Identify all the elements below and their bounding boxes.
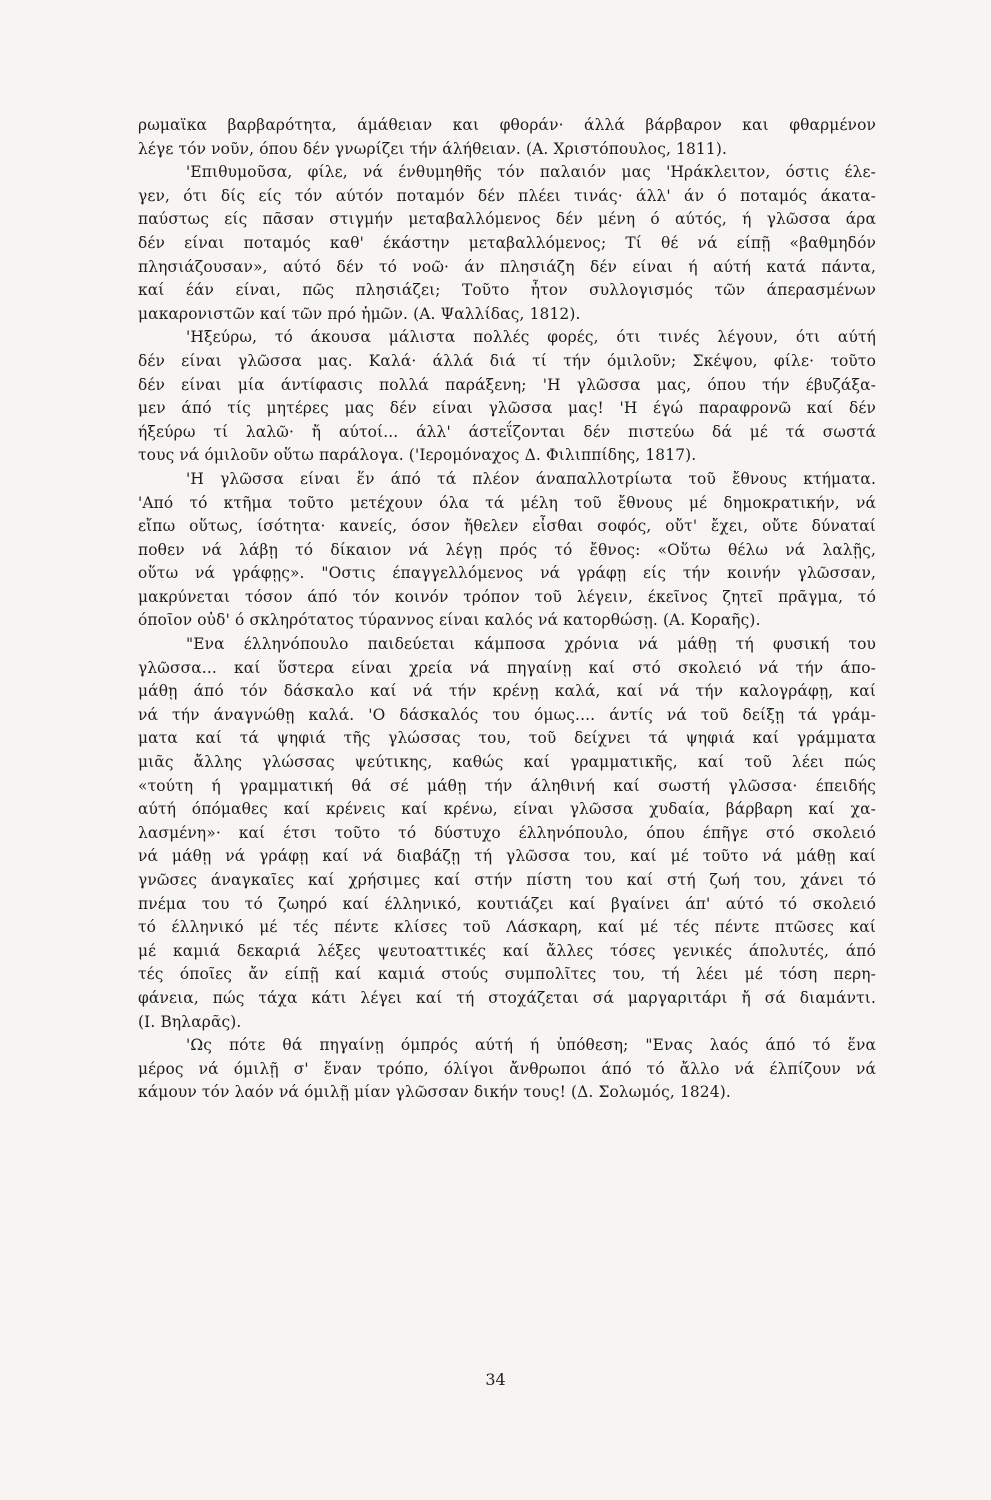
text-line: τους νά όμιλοῦν οὕτω παράλογα. ('Ιερομόναχος Δ. Φιλιππίδης, 1817). — [138, 446, 697, 465]
text-line: 'Ηξεύρω, τό άκουσα μάλιστα πολλές φορές, ότι τινές λέγουν, ότι αύτή — [186, 328, 876, 347]
text-line: ήξεύρω τί λαλῶ· ἤ αύτοί... άλλ' άστεΐζονται δέν πιστεύω δά μέ τά σωστά — [138, 422, 876, 441]
text-line: γνῶσες άναγκαῖες καί χρήσιμες καί στήν πίστη του καί στή ζωή του, χάνει τό — [138, 871, 876, 889]
text-line: μέ καμιά δεκαριά λέξες ψευτοαττικές καί ἄλλες τόσες γενικές άπολυτές, άπό — [138, 941, 876, 960]
text-line: 'Από τό κτῆμα τοῦτο μετέχουν όλα τά μέλη τοῦ ἔθνους μέ δημοκρατικήν, νά — [138, 493, 876, 512]
text-line: όποῖον οὐδ' ό σκληρότατος τύραννος είναι καλός νά κατορθώσῃ. (Α. Κοραῆς). — [138, 611, 761, 630]
text-line: ρωμαϊκα βαρβαρότητα, άμάθειαν και φθοράν· άλλά βάρβαρον και φθαρμένον — [138, 116, 876, 134]
text-line: δέν είναι ποταμός καθ' έκάστην μεταβαλλόμενος; Τί θέ νά είπῇ «βαθμηδόν — [138, 233, 876, 252]
text-line: δέν είναι μία άντίφασις πολλά παράξενη; 'Η γλῶσσα μας, όπου τήν έβυζάξα- — [138, 375, 876, 394]
text-line: κάμουν τόν λαόν νά όμιλῇ μίαν γλῶσσαν δικήν τους! (Δ. Σολωμός, 1824). — [138, 1083, 731, 1102]
text-line: τό έλληνικό μέ τές πέντε κλίσες τοῦ Λάσκαρη, καί μέ τές πέντε πτῶσες καί — [138, 918, 876, 937]
text-line: μεν άπό τίς μητέρες μας δέν είναι γλῶσσα μας! 'Η έγώ παραφρονῶ καί δέν — [138, 399, 876, 418]
text-line: καί έάν είναι, πῶς πλησιάζει; Τοῦτο ἦτον συλλογισμός τῶν άπερασμένων — [138, 281, 876, 300]
text-line: πνέμα του τό ζωηρό καί έλληνικό, κουτιάζει καί βγαίνει άπ' αύτό τό σκολειό — [138, 894, 876, 913]
text-line: μιᾶς ἄλλης γλώσσας ψεύτικης, καθώς καί γραμματικῆς, καί τοῦ λέει πώς — [138, 753, 876, 772]
text-line: φάνεια, πώς τάχα κάτι λέγει καί τή στοχάζεται σά μαργαριτάρι ἤ σά διαμάντι. — [138, 988, 876, 1007]
text-line: ματα καί τά ψηφιά τῆς γλώσσας του, τοῦ δείχνει τά ψηφιά καί γράμματα — [138, 729, 876, 748]
text-line: γλῶσσα... καί ὕστερα είναι χρεία νά πηγαίνῃ καί στό σκολειό νά τήν άπο- — [138, 658, 876, 677]
text-line: πλησιάζουσαν», αύτό δέν τό νοῶ· άν πλησιάζη δέν είναι ή αύτή κατά πάντα, — [138, 257, 876, 276]
text-line: μάθῃ άπό τόν δάσκαλο καί νά τήν κρένῃ καλά, καί νά τήν καλογράφῃ, καί — [138, 682, 876, 701]
text-line: οὕτω νά γράφῃς». "Οστις έπαγγελλόμενος νά γράφῃ είς τήν κοινήν γλῶσσαν, — [138, 564, 876, 583]
page-number: 34 — [485, 1370, 506, 1389]
text-line: νά τήν άναγνώθῃ καλά. 'Ο δάσκαλός του όμως.... άντίς νά τοῦ δείξῃ τά γράμ- — [138, 705, 876, 724]
text-line: «τούτη ή γραμματική θά σέ μάθῃ τήν άληθινή καί σωστή γλῶσσα· έπειδής — [138, 776, 876, 795]
text-line: "Ενα έλληνόπουλο παιδεύεται κάμποσα χρόνια νά μάθῃ τή φυσική του — [186, 635, 876, 654]
text-line: 'Επιθυμοῦσα, φίλε, νά ένθυμηθῆς τόν παλαιόν μας 'Ηράκλειτον, όστις έλε- — [186, 163, 876, 182]
text-line: λασμένη»· καί έτσι τοῦτο τό δύστυχο έλληνόπουλο, όπου έπῆγε στό σκολειό — [138, 823, 876, 842]
text-line: τές όποῖες ἄν είπῇ καί καμιά στούς συμπολῖτες του, τή λέει μέ τόση περη- — [138, 965, 876, 984]
text-line: 'Ως πότε θά πηγαίνῃ όμπρός αύτή ή ὑπόθεση; "Ενας λαός άπό τό ἕνα — [186, 1036, 876, 1055]
text-line: ποθεν νά λάβῃ τό δίκαιον νά λέγῃ πρός τό ἔθνος: «Οὕτω θέλω νά λαλῇς, — [138, 540, 876, 559]
text-line: λέγε τόν νοῦν, όπου δέν γνωρίζει τήν άλήθειαν. (Α. Χριστόπουλος, 1811). — [138, 139, 728, 158]
text-line: μέρος νά όμιλῇ σ' ἕναν τρόπο, όλίγοι ἄνθρωποι άπό τό ἄλλο νά έλπίζουν νά — [138, 1059, 876, 1078]
text-line: αύτή όπόμαθες καί κρένεις καί κρένω, είναι γλῶσσα χυδαία, βάρβαρη καί χα- — [138, 800, 876, 819]
text-line: γεν, ότι δίς είς τόν αύτόν ποταμόν δέν πλέει τινάς· άλλ' άν ό ποταμός άκατα- — [138, 186, 876, 205]
text-line: δέν είναι γλῶσσα μας. Καλά· άλλά διά τί τήν όμιλοῦν; Σκέψου, φίλε· τοῦτο — [138, 351, 876, 370]
text-line: μακρύνεται τόσον άπό τόν κοινόν τρόπον τοῦ λέγειν, έκεῖνος ζητεῖ πρᾶγμα, τό — [138, 587, 876, 606]
text-line: εἴπω οὕτως, ίσότητα· κανείς, όσον ἤθελεν εἶσθαι σοφός, οὔτ' ἔχει, οὔτε δύναταί — [138, 517, 876, 536]
text-line: (Ι. Βηλαρᾶς). — [138, 1012, 242, 1031]
text-line: νά μάθῃ νά γράφῃ καί νά διαβάζῃ τή γλῶσσα του, καί μέ τοῦτο νά μάθῃ καί — [138, 847, 876, 866]
text-line: παύστως είς πᾶσαν στιγμήν μεταβαλλόμενος δέν μένη ό αύτός, ή γλῶσσα άρα — [138, 210, 876, 229]
text-line: μακαρονιστῶν καί τῶν πρό ἡμῶν. (Α. Ψαλλίδας, 1812). — [138, 304, 581, 323]
body-text — [138, 114, 876, 1105]
text-line: 'Η γλῶσσα είναι ἕν άπό τά πλέον άναπαλλοτρίωτα τοῦ ἔθνους κτήματα. — [186, 469, 876, 488]
